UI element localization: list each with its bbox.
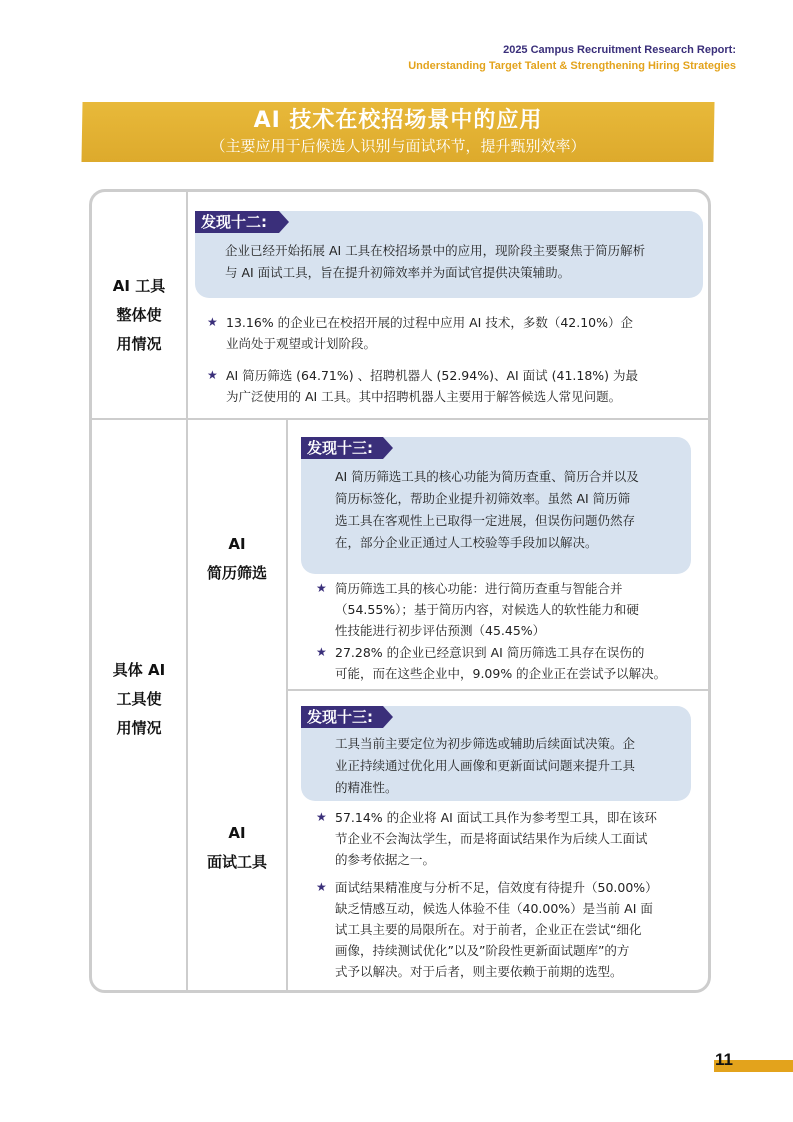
label-line: 简历筛选	[206, 564, 267, 582]
star-icon: ★	[316, 880, 327, 894]
label-line: 工具使	[116, 690, 162, 708]
finding-line: 企业已经开始拓展 AI 工具在校招场景中的应用，现阶段主要聚焦于简历解析	[225, 243, 646, 258]
bullet-line: 的参考依据之一。	[335, 852, 436, 867]
bullet-item	[207, 365, 687, 407]
star-icon: ★	[316, 810, 327, 824]
sub-label-interview	[188, 819, 286, 877]
bullet-line: 27.28% 的企业已经意识到 AI 简历筛选工具存在误伤的	[335, 645, 645, 660]
bullet-item	[207, 312, 687, 354]
finding-text-13-resume	[335, 466, 685, 554]
sub-label-resume	[188, 530, 286, 588]
bullet-line: 节企业不会淘汰学生，而是将面试结果作为后续人工面试	[335, 831, 648, 846]
bullet-line: 57.14% 的企业将 AI 面试工具作为参考型工具，即在该环	[335, 810, 657, 825]
finding-line: 业正持续通过优化用人画像和更新面试问题来提升工具	[335, 758, 636, 773]
sub-column-divider	[286, 420, 288, 993]
label-line: AI 工具	[112, 277, 166, 295]
finding-line: 工具当前主要定位为初步筛选或辅助后续面试决策。企	[335, 736, 636, 751]
sub-row-divider	[288, 689, 711, 691]
bullet-line: AI 简历筛选 (64.71%) 、招聘机器人 (52.94%)、AI 面试 (41.18%) 为最	[226, 368, 639, 383]
bullet-item	[316, 578, 700, 641]
report-title-line1: 2025 Campus Recruitment Research Report:	[503, 44, 736, 56]
finding-text-13-interview	[335, 733, 685, 799]
bullet-line: 13.16% 的企业已在校招开展的过程中应用 AI 技术，多数（42.10%）企	[226, 315, 633, 330]
finding-tag-13-resume: 发现十三:	[301, 437, 383, 459]
page-title: AI 技术在校招场景中的应用	[253, 108, 543, 133]
bullet-line: 式予以解决。对于后者，则主要依赖于前期的选型。	[335, 964, 623, 979]
bullet-line: 性技能进行初步评估预测（45.45%）	[335, 623, 546, 638]
label-line: 用情况	[116, 335, 162, 353]
bullet-item	[316, 877, 700, 982]
bullet-line: 业尚处于观望或计划阶段。	[226, 336, 377, 351]
finding-line: 的精准性。	[335, 780, 398, 795]
label-line: 用情况	[116, 719, 162, 737]
findings-table	[89, 189, 711, 993]
label-line: 具体 AI	[112, 661, 166, 679]
bullet-line: 试工具主要的局限所在。对于前者，企业正在尝试“细化	[335, 922, 642, 937]
star-icon: ★	[316, 645, 327, 659]
finding-tag-12: 发现十二:	[195, 211, 279, 233]
star-icon: ★	[207, 315, 218, 329]
finding-tag-13-interview: 发现十三:	[301, 706, 383, 728]
label-line: 整体使	[116, 306, 162, 324]
label-line: AI	[228, 824, 246, 842]
bullet-line: 可能，而在这些企业中，9.09% 的企业正在尝试予以解决。	[335, 666, 667, 681]
row-divider	[92, 418, 711, 420]
bullet-item	[316, 642, 700, 684]
bullet-line: 简历筛选工具的核心功能：进行简历查重与智能合并	[335, 581, 623, 596]
page-subtitle: （主要应用于后候选人识别与面试环节，提升甄别效率）	[210, 137, 586, 155]
bullet-line: 缺乏情感互动，候选人体验不佳（40.00%）是当前 AI 面	[335, 901, 653, 916]
finding-line: 简历标签化，帮助企业提升初筛效率。虽然 AI 简历筛	[335, 491, 631, 506]
finding-line: 与 AI 面试工具，旨在提升初筛效率并为面试官提供决策辅助。	[225, 265, 571, 280]
page-number: 11	[715, 1050, 733, 1069]
section-label-overall	[92, 272, 186, 359]
bullet-item	[316, 807, 700, 870]
finding-line: AI 简历筛选工具的核心功能为简历查重、简历合并以及	[335, 469, 639, 484]
bullet-line: （54.55%）；基于简历内容，对候选人的软性能力和硬	[335, 602, 639, 617]
label-line: 面试工具	[206, 853, 267, 871]
bullet-line: 为广泛使用的 AI 工具。其中招聘机器人主要用于解答候选人常见问题。	[226, 389, 622, 404]
finding-line: 选工具在客观性上已取得一定进展，但误伤问题仍然存	[335, 513, 636, 528]
report-title-line2: Understanding Target Talent & Strengthening Hiring Strategies	[408, 60, 736, 72]
label-line: AI	[228, 535, 246, 553]
bullet-line: 画像，持续测试优化”以及”阶段性更新面试题库”的方	[335, 943, 630, 958]
bullet-line: 面试结果精准度与分析不足，信效度有待提升（50.00%）	[335, 880, 658, 895]
star-icon: ★	[207, 368, 218, 382]
report-header	[408, 42, 736, 74]
star-icon: ★	[316, 581, 327, 595]
finding-text-12	[225, 240, 697, 284]
section-label-specific	[92, 656, 186, 743]
finding-line: 在，部分企业正通过人工校验等手段加以解决。	[335, 535, 598, 550]
title-banner	[82, 106, 714, 156]
